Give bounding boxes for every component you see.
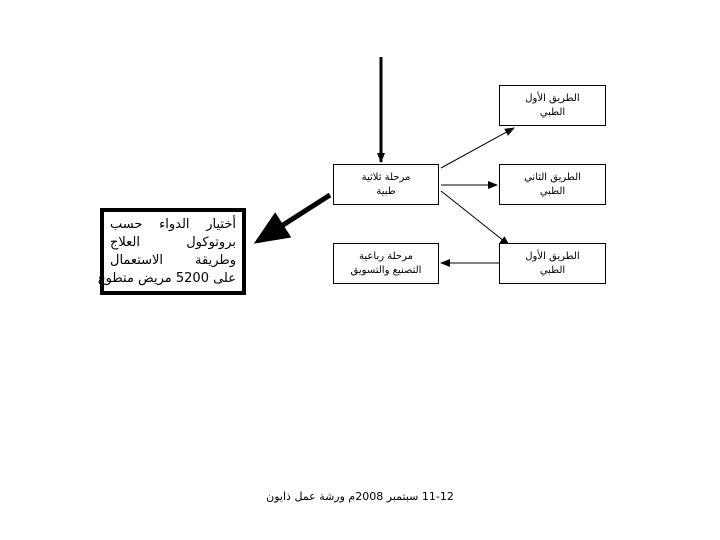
box-first-medical-way [499, 85, 606, 126]
box-clinical-phase-three-line1: مرحلة ثلاثية [361, 171, 411, 183]
box-third-medical-way-line2: الطبي [539, 264, 566, 276]
box-drug-selection-line3: وطريقة الاستعمال [110, 252, 236, 268]
box-drug-selection [97, 208, 246, 295]
box-manufacturing-phase-four-line2: التصنيع والتسويق [350, 264, 422, 276]
box-manufacturing-phase-four [333, 243, 439, 284]
box-second-medical-way-line1: الطريق الثاني [524, 171, 581, 183]
box-clinical-phase-three-line2: طبية [376, 185, 396, 197]
box-drug-selection-line1: أختيار الدواء حسب [110, 216, 236, 232]
box-first-medical-way-line1: الطريق الأول [525, 92, 580, 104]
box-second-medical-way-line2: الطبي [539, 185, 566, 197]
arrow-clinical-to-selection [258, 195, 330, 241]
box-drug-selection-line2: بروتوكول العلاج [110, 234, 236, 250]
arrow-clinical-to-way1 [441, 128, 514, 168]
box-clinical-phase-three [333, 164, 439, 205]
box-manufacturing-phase-four-line1: مرحلة رباعية [359, 250, 413, 262]
box-third-medical-way-line1: الطريق الأول [525, 250, 580, 262]
box-third-medical-way [499, 243, 606, 284]
box-second-medical-way [499, 164, 606, 205]
box-first-medical-way-line2: الطبي [539, 106, 566, 118]
footer-caption: 11-12 سبتمبر 2008م ورشة عمل ذايون [266, 490, 454, 503]
box-drug-selection-line4: على 5200 مريض متطوع [97, 270, 236, 286]
